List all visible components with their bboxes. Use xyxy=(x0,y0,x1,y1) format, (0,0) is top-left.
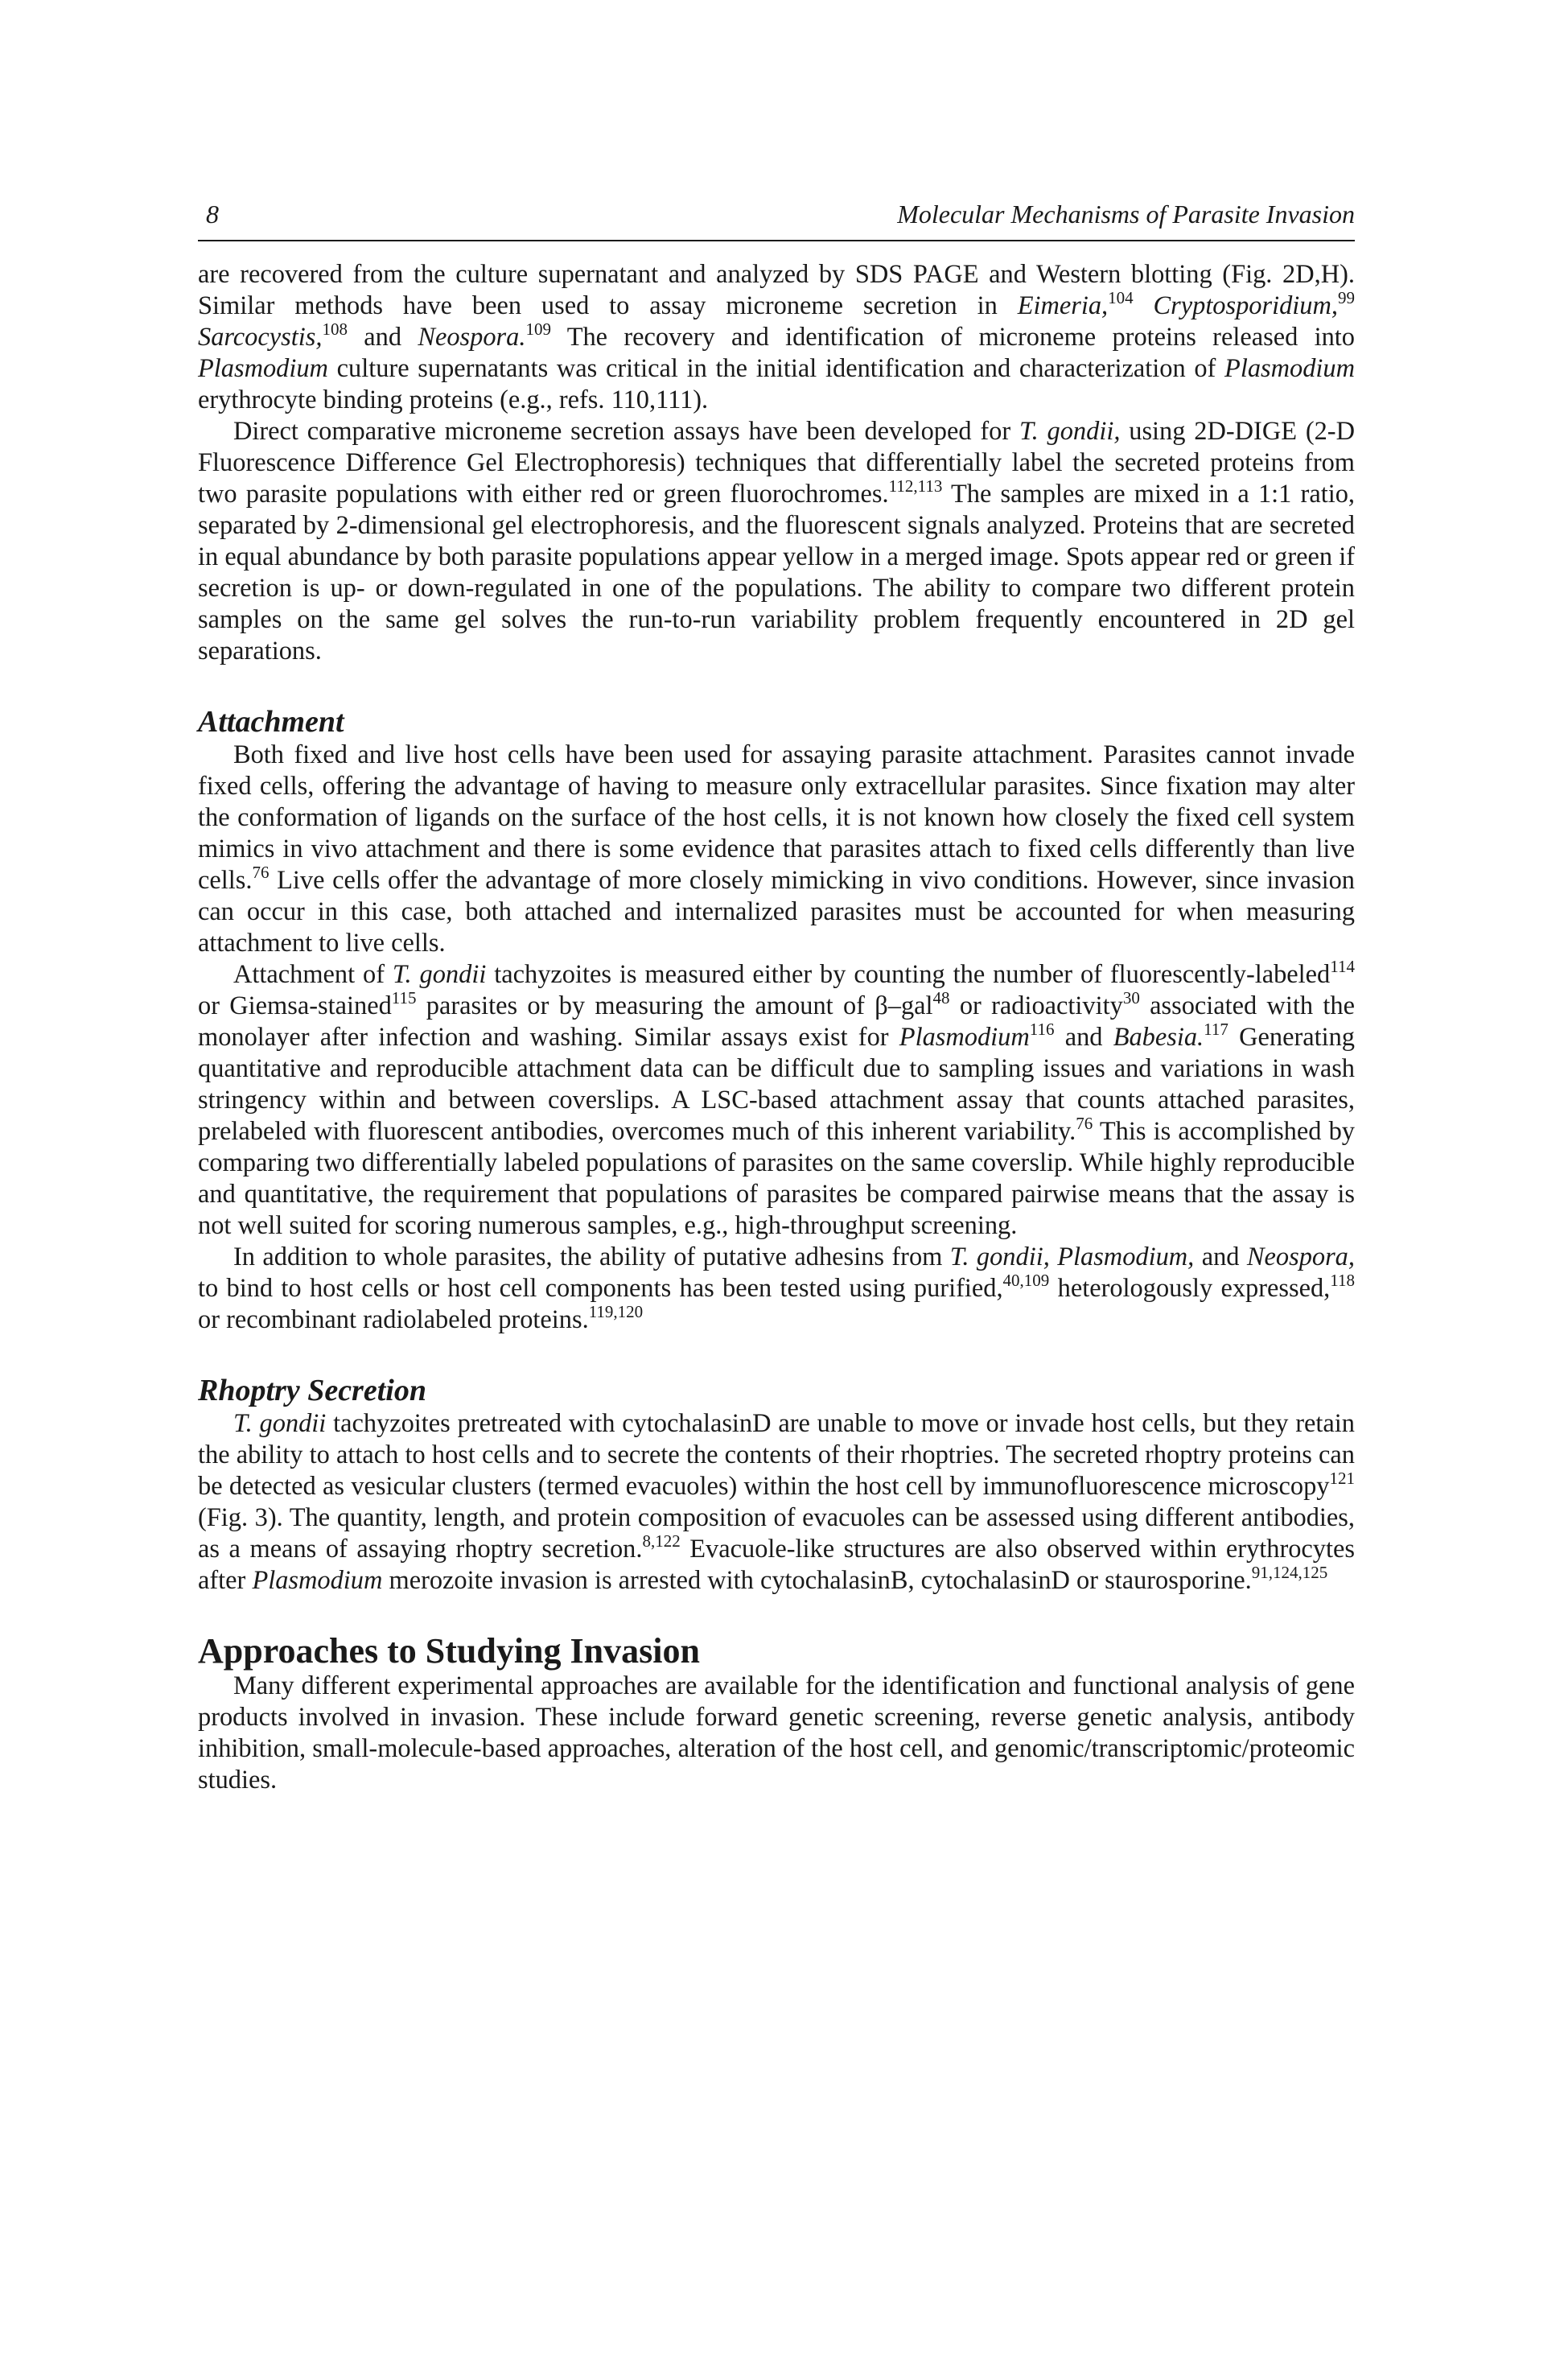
paragraph-microneme-recovery: are recovered from the culture supernatant and analyzed by SDS PAGE and Western blotting (Fig. 2D,H). Similar methods have been used to assay microneme secretion in Eimeria,$^{104}$ Cryptosporidium,$^{99}$ Sarcocystis,$^{108}$ and Neospora.$^{109}$ The recovery and identification of microneme proteins released into Plasmodium culture supernatants was critical in the initial identification and characterization of Plasmodium erythrocyte binding proteins (e.g., refs. 110,111). xyxy=(198,260,1355,414)
paragraph-attachment-adhesins: In addition to whole parasites, the ability of putative adhesins from T. gondii, Plasmodium, and Neospora, to bind to host cells or host cell components has been tested using purified,$^{40,109}$ heterologously expressed,$^{118}$ or recombinant radiolabeled proteins.$^{119,120}$ xyxy=(198,1242,1356,1334)
section-approaches xyxy=(198,1671,1355,1796)
paragraph-approaches: Many different experimental approaches are available for the identification and functional analysis of gene products involved in invasion. These include forward genetic screening, reverse genetic analysis, antibody inhibition, small-molecule-based approaches, alteration of the host cell, and genomic/transcriptomic/proteomic studies. xyxy=(198,1671,1355,1795)
paragraph-attachment-fixed-live: Both fixed and live host cells have been used for assaying parasite attachment. Parasites cannot invade fixed cells, offering the advantage of having to measure only extracellular parasites. Since fixation may alter the conformation of ligands on the surface of the host cells, it is not known how closely the fixed cell system mimics in vivo attachment and there is some evidence that parasites attach to fixed cells differently than live cells.$^{76}$ Live cells offer the advantage of more closely mimicking in vivo conditions. However, since invasion can occur in this case, both attached and internalized parasites must be accounted for when measuring attachment to live cells. xyxy=(198,740,1355,958)
heading-rhoptry-secretion: Rhoptry Secretion xyxy=(198,1374,426,1407)
book-title: Molecular Mechanisms of Parasite Invasion xyxy=(897,200,1355,229)
section-attachment xyxy=(198,740,1355,1336)
page xyxy=(198,200,1355,1796)
paragraph-2d-dige: Direct comparative microneme secretion assays have been developed for T. gondii, using 2D-DIGE (2-D Fluorescence Difference Gel Electrophoresis) techniques that differentially label the secreted proteins from two parasite populations with either red or green fluorochromes.$^{112,113}$ The samples are mixed in a 1:1 ratio, separated by 2-dimensional gel electrophoresis, and the fluorescent signals analyzed. Proteins that are secreted in equal abundance by both parasite populations appear yellow in a merged image. Spots appear red or green if secretion is up- or down-regulated in one of the populations. The ability to compare two different protein samples on the same gel solves the run-to-run variability problem frequently encountered in 2D gel separations. xyxy=(198,417,1355,665)
paragraph-attachment-measurement: Attachment of T. gondii tachyzoites is measured either by counting the number of fluorescently-labeled$^{114}$ or Giemsa-stained$^{115}$ parasites or by measuring the amount of β–gal$^{48}$ or radioactivity$^{30}$ associated with the monolayer after infection and washing. Similar assays exist for Plasmodium$^{116}$ and Babesia.$^{117}$ Generating quantitative and reproducible attachment data can be difficult due to sampling issues and variations in wash stringency within and between coverslips. A LSC-based attachment assay that counts attached parasites, prelabeled with fluorescent antibodies, overcomes much of this inherent variability.$^{76}$ This is accomplished by comparing two differentially labeled populations of parasites on the same coverslip. While highly reproducible and quantitative, the requirement that populations of parasites be compared pairwise means that the assay is not well suited for scoring numerous samples, e.g., high-throughput screening. xyxy=(198,957,1355,1240)
paragraph-rhoptry: T. gondii tachyzoites pretreated with cytochalasinD are unable to move or invade host cells, but they retain the ability to attach to host cells and to secrete the contents of their rhoptries. The secreted rhoptry proteins can be detected as vesicular clusters (termed evacuoles) within the host cell by immunofluorescence microscopy$^{121}$ (Fig. 3). The quantity, length, and protein composition of evacuoles can be assessed using different antibodies, as a means of assaying rhoptry secretion.$^{8,122}$ Evacuole-like structures are also observed within erythrocytes after Plasmodium merozoite invasion is arrested with cytochalasinB, cytochalasinD or staurosporine.$^{91,124,125}$ xyxy=(198,1409,1355,1595)
running-head xyxy=(198,200,1355,241)
section-rhoptry-secretion xyxy=(198,1408,1355,1597)
page-number: 8 xyxy=(206,200,219,229)
heading-attachment: Attachment xyxy=(198,705,344,739)
body-text xyxy=(198,259,1355,1796)
heading-approaches: Approaches to Studying Invasion xyxy=(198,1631,700,1671)
